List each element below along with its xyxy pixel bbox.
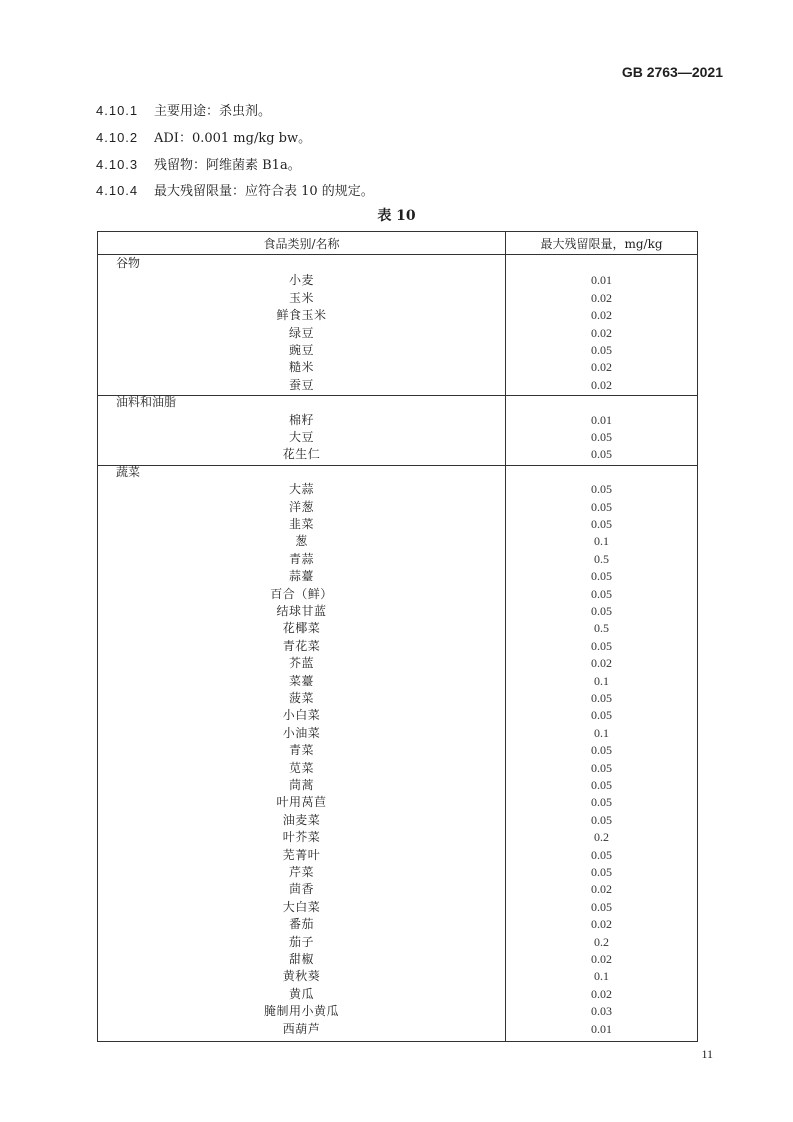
- food-name: 菠菜: [288, 691, 314, 705]
- category-label: 油料和油脂: [116, 395, 177, 410]
- clause-number: 4.10.4: [96, 183, 139, 198]
- category-row: [98, 394, 698, 411]
- limit-value: 0.02: [591, 308, 612, 323]
- table-row: [98, 516, 698, 533]
- group-divider: [98, 395, 697, 396]
- limit-value: 0.05: [591, 795, 612, 810]
- table-row: [98, 272, 698, 289]
- table-row: [98, 342, 698, 359]
- food-name: 芜菁叶: [282, 847, 321, 862]
- table-row: [98, 673, 698, 690]
- table-row: [98, 412, 698, 429]
- limit-value: 0.05: [591, 586, 612, 601]
- food-name: 芥蓝: [288, 656, 314, 671]
- clause-text: 残留物：阿维菌素 B1a。: [154, 158, 301, 173]
- limit-value: 0.03: [591, 1004, 612, 1019]
- table-row: [98, 986, 698, 1003]
- limit-value: 0.2: [594, 934, 609, 949]
- food-name: 鲜食玉米: [276, 308, 327, 323]
- limit-value: 0.5: [594, 621, 609, 636]
- limit-value: 0.05: [591, 482, 612, 497]
- food-name: 小麦: [288, 273, 314, 288]
- category-label: 蔬菜: [116, 464, 141, 479]
- table-row: [98, 899, 698, 916]
- clause-4-10-4: [96, 182, 374, 200]
- category-label: 谷物: [116, 256, 141, 270]
- limit-value: 0.02: [591, 360, 612, 375]
- food-name: 小油菜: [282, 725, 321, 740]
- food-name: 花生仁: [282, 447, 321, 462]
- food-name: 西葫芦: [282, 1021, 321, 1036]
- table-row: [98, 499, 698, 516]
- limit-value: 0.05: [591, 569, 612, 584]
- limit-value: 0.05: [591, 778, 612, 792]
- table-row: [98, 638, 698, 655]
- limit-value: 0.02: [591, 917, 612, 932]
- limit-value: 0.05: [591, 743, 612, 758]
- table-row: [98, 377, 698, 394]
- limit-value: 0.05: [591, 865, 612, 879]
- limit-value: 0.05: [591, 847, 612, 862]
- limit-value: 0.02: [591, 882, 612, 897]
- food-name: 甜椒: [288, 952, 314, 966]
- limit-value: 0.1: [594, 725, 609, 740]
- table-row: [98, 934, 698, 951]
- table-row: [98, 655, 698, 672]
- residue-limit-table: [97, 231, 698, 1042]
- table-caption: 表 10: [377, 208, 416, 224]
- table-row: [98, 690, 698, 707]
- table-row: [98, 603, 698, 620]
- clause-4-10-1: [96, 102, 271, 120]
- food-name: 玉米: [288, 290, 314, 305]
- limit-value: 0.1: [594, 673, 609, 688]
- table-row: [98, 481, 698, 498]
- table-row: [98, 794, 698, 811]
- table-row: [98, 325, 698, 342]
- table-row: [98, 429, 698, 446]
- table-row: [98, 829, 698, 846]
- food-name: 菜薹: [288, 673, 314, 688]
- standard-code: GB 2763—2021: [621, 64, 723, 80]
- table-row: [98, 1021, 698, 1038]
- table-row: [98, 620, 698, 637]
- limit-value: 0.2: [594, 830, 609, 845]
- table-row: [98, 1003, 698, 1020]
- limit-value: 0.05: [591, 430, 612, 444]
- table-row: [98, 968, 698, 985]
- food-name: 青花菜: [282, 638, 321, 653]
- limit-value: 0.01: [591, 1021, 612, 1036]
- food-name: 蚕豆: [288, 377, 314, 392]
- food-name: 豌豆: [288, 343, 314, 357]
- table-row: [98, 951, 698, 968]
- limit-value: 0.1: [594, 534, 609, 549]
- food-name: 大蒜: [288, 482, 314, 497]
- limit-value: 0.05: [591, 899, 612, 914]
- food-name: 蒜薹: [288, 569, 314, 584]
- food-name: 茼蒿: [288, 778, 314, 792]
- limit-value: 0.05: [591, 812, 612, 827]
- food-name: 叶用莴苣: [276, 795, 327, 810]
- limit-value: 0.01: [591, 273, 612, 288]
- table-row: [98, 725, 698, 742]
- table-row: [98, 533, 698, 550]
- food-name: 花椰菜: [282, 621, 321, 636]
- food-name: 小白菜: [282, 708, 321, 723]
- food-name: 腌制用小黄瓜: [263, 1004, 339, 1019]
- table-row: [98, 586, 698, 603]
- food-name: 青蒜: [288, 551, 314, 566]
- limit-value: 0.05: [591, 604, 612, 618]
- food-name: 葱: [295, 534, 308, 549]
- table-row: [98, 760, 698, 777]
- table-row: [98, 307, 698, 324]
- limit-value: 0.05: [591, 517, 612, 531]
- category-row: [98, 464, 698, 481]
- limit-value: 0.05: [591, 760, 612, 775]
- limit-value: 0.05: [591, 499, 612, 514]
- limit-value: 0.02: [591, 952, 612, 966]
- limit-value: 0.02: [591, 377, 612, 392]
- table-row: [98, 290, 698, 307]
- table-row: [98, 864, 698, 881]
- food-name: 叶芥菜: [282, 830, 321, 845]
- column-header-food: 食品类别/名称: [263, 237, 340, 251]
- limit-value: 0.01: [591, 412, 612, 427]
- food-name: 糙米: [288, 360, 314, 375]
- food-name: 芹菜: [288, 865, 314, 879]
- table-row: [98, 881, 698, 898]
- table-row: [98, 568, 698, 585]
- food-name: 青菜: [288, 743, 314, 758]
- food-name: 大豆: [288, 430, 314, 444]
- table-row: [98, 551, 698, 568]
- limit-value: 0.05: [591, 343, 612, 357]
- food-name: 茄子: [288, 934, 314, 949]
- table-row: [98, 742, 698, 759]
- table-row: [98, 847, 698, 864]
- food-name: 绿豆: [288, 325, 314, 340]
- clause-text: 最大残留限量：应符合表 10 的规定。: [154, 184, 374, 199]
- clause-number: 4.10.1: [96, 103, 139, 118]
- clause-4-10-3: [96, 156, 301, 174]
- food-name: 结球甘蓝: [276, 604, 327, 618]
- limit-value: 0.02: [591, 325, 612, 340]
- limit-value: 0.05: [591, 708, 612, 723]
- clause-4-10-2: [96, 129, 311, 147]
- limit-value: 0.02: [591, 656, 612, 671]
- food-name: 大白菜: [282, 899, 321, 914]
- limit-value: 0.05: [591, 638, 612, 653]
- food-name: 百合（鲜）: [270, 586, 333, 601]
- table-row: [98, 916, 698, 933]
- limit-value: 0.05: [591, 691, 612, 705]
- food-name: 苋菜: [288, 760, 314, 775]
- column-header-limit: 最大残留限量，mg/kg: [540, 237, 663, 251]
- limit-value: 0.02: [591, 290, 612, 305]
- clause-number: 4.10.2: [96, 130, 139, 145]
- table-row: [98, 707, 698, 724]
- limit-value: 0.1: [594, 969, 609, 984]
- table-row: [98, 359, 698, 376]
- food-name: 洋葱: [288, 499, 314, 514]
- limit-value: 0.05: [591, 447, 612, 462]
- food-name: 棉籽: [288, 412, 314, 427]
- clause-number: 4.10.3: [96, 157, 139, 172]
- group-divider: [98, 465, 697, 466]
- food-name: 黄秋葵: [282, 969, 321, 984]
- food-name: 番茄: [288, 917, 314, 932]
- clause-text: 主要用途：杀虫剂。: [154, 104, 272, 119]
- table-row: [98, 812, 698, 829]
- food-name: 韭菜: [288, 517, 314, 531]
- table-row: [98, 446, 698, 463]
- food-name: 茴香: [288, 882, 314, 897]
- category-row: [98, 255, 698, 272]
- limit-value: 0.02: [591, 986, 612, 1001]
- limit-value: 0.5: [594, 551, 609, 566]
- table-row: [98, 777, 698, 794]
- food-name: 油麦菜: [282, 812, 321, 827]
- food-name: 黄瓜: [288, 986, 314, 1001]
- page-number: 11: [701, 1047, 713, 1061]
- clause-text: ADI：0.001 mg/kg bw。: [154, 131, 312, 146]
